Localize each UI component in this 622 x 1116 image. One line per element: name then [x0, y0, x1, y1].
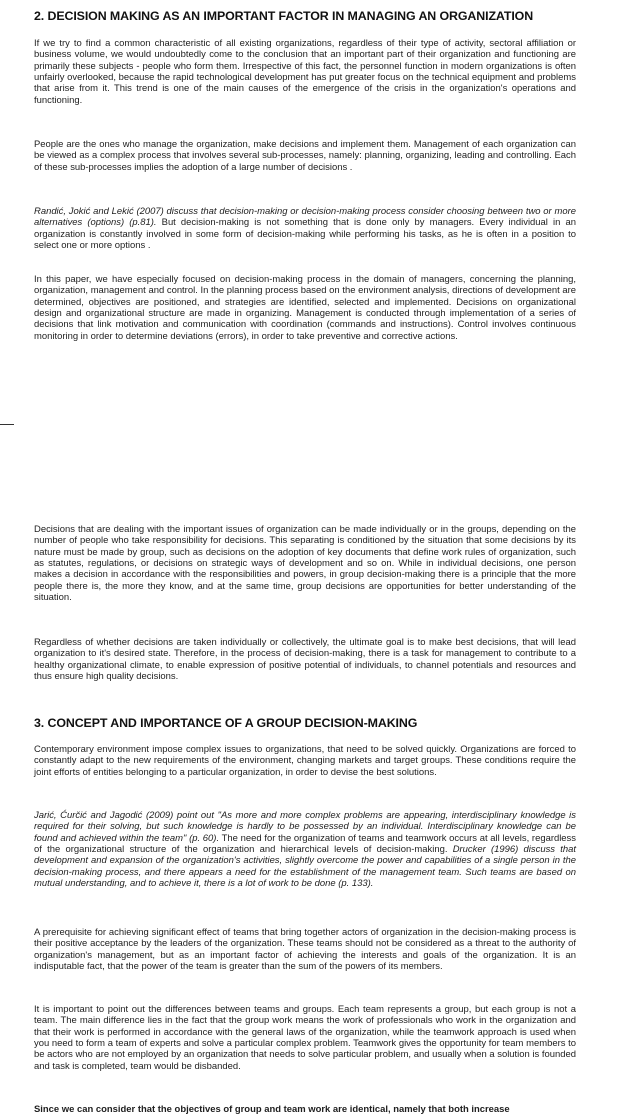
- section-3-paragraph-3: A prerequisite for achieving significant effect of teams that bring together actors of organization in the decision-making process is their positive acceptance by the leaders of the organization. These teams should not be considered as a threat to the authority of organization's management, but as an important factor of achieving the interests and goals of the organization. It is an indisputable fact, that the power of the team is greater than the sum of the powers of its members.: [34, 927, 576, 973]
- section-3-paragraph-4: It is important to point out the differences between teams and groups. Each team represents a group, but each group is not a team. The main difference lies in the fact that the group work means the work of professionals who work in the organization and that their work is performed in accordance with the general laws of the organization, while the teamwork approach is used when you need to form a team of experts and solve a particular complex problem. Teamwork gives the opportunity for team members to be actors who are not employed by an organization that needs to solve particular problem, and usually when a solution is founded and task is completed, team would be disbanded.: [34, 1004, 576, 1072]
- section-2-paragraph-1: If we try to find a common characteristic of all existing organizations, regardless of their type of activity, sectoral affiliation or business volume, we would undoubtedly come to the conclusion that an important part of their organization and functioning are primarily these subjects - people who form them. Irrespective of this fact, the personnel function in modern organizations is often unfairly overlooked, because the rapid technological development has put greater focus on the technical equipment and problems that arise from it. This trend is one of the main causes of the emergence of the crisis in the organization's operations and functioning.: [34, 38, 576, 106]
- section-2-heading: 2. DECISION MAKING AS AN IMPORTANT FACTOR IN MANAGING AN ORGANIZATION: [34, 9, 534, 23]
- section-3-heading: 3. CONCEPT AND IMPORTANCE OF A GROUP DECISION-MAKING: [34, 716, 418, 730]
- paragraph-2-text: The need for the organization of teams and teamwork occurs at all levels, regardless of the organizational structure of the organization and hierarchical levels of decision-making.: [34, 832, 576, 856]
- paragraph-3-text: But decision-making is not something that is done only by managers. Every individual in an organization is constantly involved in some form of decision-making while performing his tasks, as he is often in a position to select one or more options .: [34, 217, 576, 252]
- section-2-paragraph-4: In this paper, we have especially focused on decision-making process in the domain of managers, concerning the planning, organization, management and control. In the planning process based on the environment analysis, directions of development are determined, objectives are positioned, and strategies are identified, selected and implemented. Decisions on organizational design and organizational structure are made in organizing. Management is conducted through implementation of a series of decisions that link motivation and communication with coordination (commands and instructions). Control involves continuous monitoring in order to determine deviations (errors), in order to take preventive and corrective actions.: [34, 274, 576, 342]
- citation-jaric: Jarić, Ćurčić and Jagodić (2009) point out "As more and more complex problems are appearing, interdisciplinary knowledge is required for their solving, but such knowledge is hardly to be possessed by an individual. Interdisciplinary knowledge can be found and achieved within the team" (p. 60).: [34, 810, 576, 844]
- section-2-paragraph-6: Regardless of whether decisions are taken individually or collectively, the ultimate goal is to make best decisions, that will lead organization to it's desired state. Therefore, in the process of decision-making, there is a task for management to contribute to a healthy organizational climate, to enable expression of positive potential of individuals, to channel potentials and resources and thus ensure high quality decisions.: [34, 637, 576, 683]
- citation-randic: Randić, Jokić and Lekić (2007) discuss that decision-making or decision-making process consider choosing between two or more alternatives (options) (p.81).: [34, 206, 576, 229]
- section-2-paragraph-2: People are the ones who manage the organization, make decisions and implement them. Management of each organization can be viewed as a complex process that involves several sub-processes, namely: planning, organizing, leading and controlling. Each of these sub-processes implies the adoption of a large number of decisions .: [34, 139, 576, 173]
- section-3-paragraph-1: Contemporary environment impose complex issues to organizations, that need to be solved quickly. Organizations are forced to constantly adapt to the new requirements of the environment, changing markets and target groups. These conditions require the joint efforts of entities belonging to a particular organization, in order to devise the best solutions.: [34, 744, 576, 778]
- section-3-paragraph-5-partial: Since we can consider that the objectives of group and team work are identical, namely that both increase: [34, 1104, 510, 1115]
- page-break-mark: [0, 424, 14, 425]
- section-2-paragraph-3: [34, 206, 576, 251]
- section-3-paragraph-2: [34, 810, 576, 889]
- section-2-paragraph-5: Decisions that are dealing with the important issues of organization can be made individually or in the groups, depending on the number of people who take responsibility for decisions. This separating is conditioned by the situation that some decisions by its nature must be made by group, such as decisions on the adoption of key documents that define work rules of organization, such as statutes, regulations, or decisions on strategic ways of development and so on. While in individual decisions, one person makes a decision in accordance with the responsibilities and powers, in group decision-making there is a principle that the more people there is, the more they know, and at the same time, group decisions are opportunities for better understanding of the situation.: [34, 524, 576, 604]
- citation-drucker: Drucker (1996) discuss that development and expansion of the organization's activities, slightly overcome the power and capabilities of a single person in the decision-making process, and there appears a need for the establishment of the management team. Such teams are based on mutual understanding, and to achieve it, there is a lot of work to be done (p. 133).: [34, 844, 576, 890]
